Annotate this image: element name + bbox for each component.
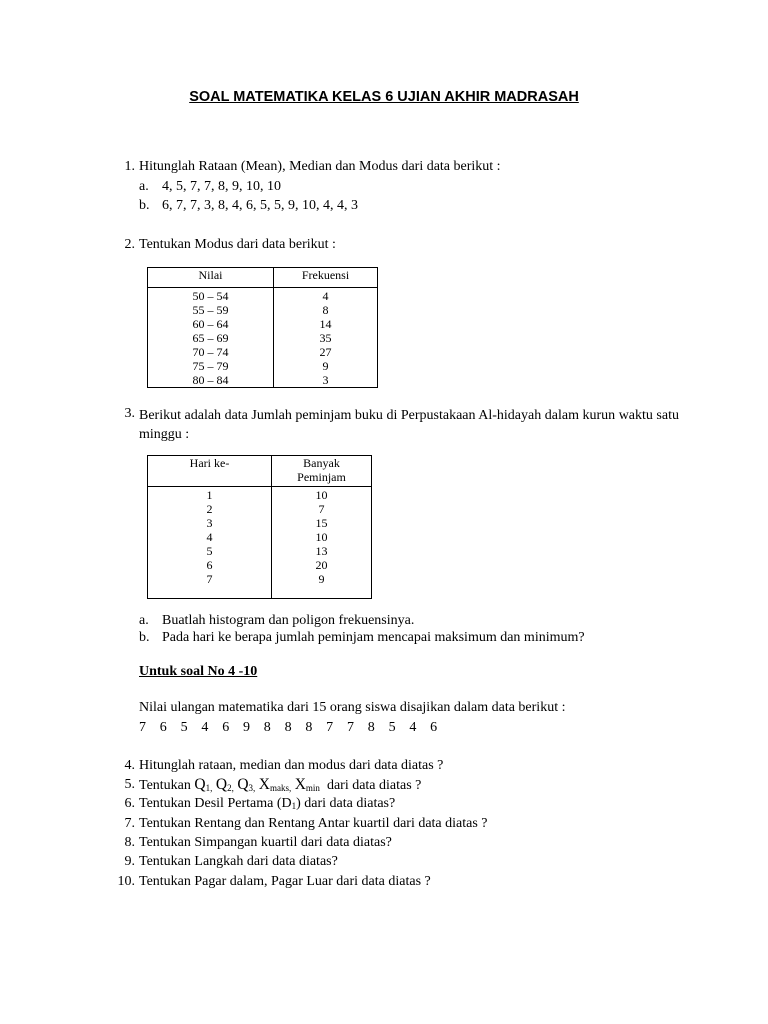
q6-subscript: 1 [291, 801, 297, 811]
nilai-column [148, 288, 274, 388]
table-cell: 60 – 64 [192, 317, 229, 331]
q4-text: Hitunglah rataan, median dan modus dari data diatas ? [139, 758, 444, 773]
q5-subscript: maks, [269, 783, 292, 793]
table-cell: 9 [322, 359, 329, 373]
table-cell: 27 [319, 345, 332, 359]
table-cell: 10 [315, 488, 328, 502]
data-value: 8 [284, 720, 292, 735]
q1-b-label: b. [139, 198, 150, 213]
table-header-nilai: Nilai [148, 268, 274, 288]
table-cell: 1 [206, 488, 213, 502]
data-value: 5 [180, 720, 188, 735]
table-cell: 9 [318, 572, 325, 586]
q5-subscript: 1, [205, 783, 213, 793]
table-cell: 50 – 54 [192, 289, 229, 303]
q8-number: 8. [124, 835, 135, 850]
q5-q-symbol: Q [215, 776, 228, 793]
hari-column [148, 487, 272, 599]
data-value: 8 [263, 720, 271, 735]
q10-text: Tentukan Pagar dalam, Pagar Luar dari data diatas ? [139, 874, 431, 889]
table-header-line: Banyak [303, 456, 340, 470]
table-cell: 3 [322, 373, 329, 387]
q6-text [139, 796, 395, 812]
table-cell: 70 – 74 [192, 345, 229, 359]
q5-q-symbol: Q [237, 776, 249, 793]
table-header-hari: Hari ke- [148, 456, 272, 487]
table-cell: 15 [315, 516, 328, 530]
q9-text: Tentukan Langkah dari data diatas? [139, 854, 338, 869]
q3-number: 3. [124, 406, 135, 421]
q5-text [139, 776, 421, 794]
data-values [139, 720, 451, 736]
data-value: 8 [367, 720, 375, 735]
q2-number: 2. [124, 237, 135, 252]
table-cell: 5 [206, 544, 213, 558]
peminjam-column [272, 487, 372, 599]
table-cell: 7 [206, 572, 213, 586]
q8-text: Tentukan Simpangan kuartil dari data diatas? [139, 835, 392, 850]
q1-b-text: 6, 7, 7, 3, 8, 4, 6, 5, 5, 9, 10, 4, 4, 3 [162, 198, 358, 213]
q5-subscript: 2, [227, 783, 234, 793]
table-cell: 55 – 59 [192, 303, 229, 317]
q5-x-symbol: X [258, 776, 270, 793]
q5-number: 5. [124, 777, 135, 792]
q6-prefix: Tentukan Desil Pertama (D [139, 796, 292, 811]
data-value: 4 [409, 720, 417, 735]
table-cell: 13 [315, 544, 328, 558]
data-value: 7 [346, 720, 354, 735]
q7-text: Tentukan Rentang dan Rentang Antar kuartil dari data diatas ? [139, 816, 488, 831]
q5-subscript: 3, [248, 783, 256, 793]
table-cell: 8 [322, 303, 329, 317]
q1-number: 1. [124, 159, 135, 174]
data-value: 8 [305, 720, 313, 735]
table-header-line: Peminjam [297, 470, 346, 484]
q6-suffix: ) dari data diatas? [296, 796, 396, 811]
page-title: SOAL MATEMATIKA KELAS 6 UJIAN AKHIR MADRASAH [189, 89, 579, 105]
data-value: 7 [139, 720, 146, 735]
table-header-peminjam [272, 456, 372, 487]
q3-a-label: a. [139, 613, 149, 628]
table-cell: 4 [322, 289, 329, 303]
data-value: 6 [430, 720, 438, 735]
q9-number: 9. [124, 854, 135, 869]
q4-number: 4. [124, 758, 135, 773]
data-value: 6 [222, 720, 230, 735]
borrowers-table [147, 455, 372, 599]
q1-a-text: 4, 5, 7, 7, 8, 9, 10, 10 [162, 179, 281, 194]
table-cell: 6 [206, 558, 213, 572]
data-value: 4 [201, 720, 209, 735]
q10-number: 10. [117, 874, 135, 889]
q5-x-symbol: X [294, 776, 306, 793]
table-cell: 80 – 84 [192, 373, 229, 387]
table-cell: 10 [315, 530, 328, 544]
data-value: 9 [242, 720, 250, 735]
table-cell: 7 [318, 502, 325, 516]
data-value: 6 [159, 720, 167, 735]
table-cell: 75 – 79 [192, 359, 229, 373]
q1-a-label: a. [139, 179, 149, 194]
q5-q-symbol: Q [194, 776, 206, 793]
table-cell: 3 [206, 516, 213, 530]
q3-b-label: b. [139, 630, 150, 645]
table-cell: 35 [319, 331, 332, 345]
table-cell: 2 [206, 502, 213, 516]
frequency-table [147, 267, 378, 388]
q3-text: Berikut adalah data Jumlah peminjam buku di Perpustakaan Al-hidayah dalam kurun waktu satu minggu : [139, 408, 679, 442]
frekuensi-column [274, 288, 378, 388]
section-heading: Untuk soal No 4 -10 [139, 664, 258, 679]
data-value: 5 [388, 720, 396, 735]
table-cell: 65 – 69 [192, 331, 229, 345]
q5-prefix: Tentukan [139, 778, 195, 793]
q2-text: Tentukan Modus dari data berikut : [139, 237, 336, 252]
q6-number: 6. [124, 796, 135, 811]
section-intro: Nilai ulangan matematika dari 15 orang siswa disajikan dalam data berikut : [139, 700, 566, 715]
table-cell: 20 [315, 558, 328, 572]
table-header-frekuensi: Frekuensi [274, 268, 378, 288]
q5-suffix: dari data diatas ? [319, 778, 422, 793]
q3-a-text: Buatlah histogram dan poligon frekuensinya. [162, 613, 415, 628]
q5-subscript: min [305, 783, 320, 793]
data-value: 7 [326, 720, 334, 735]
q7-number: 7. [124, 816, 135, 831]
table-cell: 14 [319, 317, 332, 331]
table-cell: 4 [206, 530, 213, 544]
q3-b-text: Pada hari ke berapa jumlah peminjam mencapai maksimum dan minimum? [162, 630, 585, 645]
q1-text: Hitunglah Rataan (Mean), Median dan Modus dari data berikut : [139, 159, 501, 174]
